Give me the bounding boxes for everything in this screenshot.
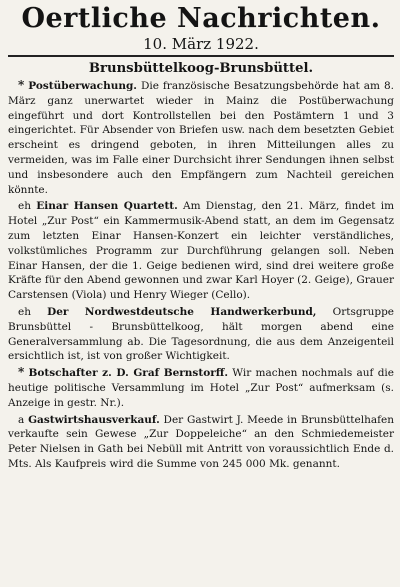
author-mark: a: [18, 413, 25, 426]
news-item-body: Wir machen nochmals auf die heutige politische Versammlung im Hotel „Zur Post“ aufmerksam (s. Anzeige in gestr. Nr.).: [8, 367, 394, 409]
star-mark: *: [18, 78, 25, 92]
news-item-heading: Der Nordwestdeutsche Handwerkerbund,: [47, 305, 317, 318]
star-mark: *: [18, 365, 25, 380]
news-item-body: Am Dienstag, den 21. März, findet im Hotel „Zur Post“ ein Kammermusik-Abend statt, an dem im Gegensatz zum letzten Einar Hansen-Konzert ein leichter verständliches, volkstümliches Programm zur Durchführung gelangen soll. Neben Einar Hansen, der die 1. Geige bedienen wird, sind drei weitere große Kräfte für den Abend gewonnen und zwar Karl Hoyer (2. Geige), Grauer Carstensen (Viola) und Henry Wieger (Cello).: [8, 200, 395, 302]
author-mark: eh: [18, 305, 31, 318]
news-item-body: Der Gastwirt J. Meede in Brunsbüttelhafen verkaufte sein Gewese „Zur Doppeleiche“ an den Schmiedemeister Peter Nielsen in Gath bei Nebüll mit Antritt von voraussichtlich Ende d. Mts. Als Kaufpreis wird die Summe von 245 000 Mk. genannt.: [8, 413, 394, 470]
news-item-heading: Postüberwachung.: [28, 80, 137, 92]
news-item-postueberwachung: [8, 78, 394, 197]
news-item-handwerkerbund: [8, 304, 394, 364]
newspaper-page: [0, 4, 400, 587]
news-item-heading: Einar Hansen Quartett.: [36, 200, 178, 213]
divider: [8, 55, 394, 57]
news-item-bernstorff: [8, 365, 394, 410]
news-item-heading: Gastwirtshausverkauf.: [28, 413, 160, 426]
section-title: Brunsbüttelkoog-Brunsbüttel.: [88, 61, 314, 76]
page-title: Oertliche Nachrichten.: [21, 3, 381, 34]
news-item-body: Ortsgruppe Brunsbüttel - Brunsbüttelkoog, hält morgen abend eine Generalversammlung ab. Die Tagesordnung, die aus dem Anzeigenteil ersichtlich ist, ist von großer Wichtigkeit.: [8, 305, 395, 363]
news-item-heading: Botschafter z. D. Graf Bernstorff.: [28, 367, 228, 380]
news-item-body: Die französische Besatzungsbehörde hat am 8. März ganz unerwartet wieder in Mainz die Postüberwachung eingeführt und dort Kontrollstellen bei den Postämtern 1 und 3 eingerichtet. Für Absender von Briefen usw. nach dem besetzten Gebiet erscheint es dringend geboten, in ihren Mitteilungen alles zu vermeiden, was im Falle einer Durchsicht ihrer Sendungen ihnen selbst und insbesondere auch den Empfängern zum Nachteil gereichen könnte.: [8, 80, 395, 196]
issue-date: 10. März 1922.: [143, 35, 259, 53]
news-item-gastwirtshaus: [8, 412, 394, 472]
author-mark: eh: [18, 200, 31, 213]
news-item-quartett: [8, 198, 394, 303]
